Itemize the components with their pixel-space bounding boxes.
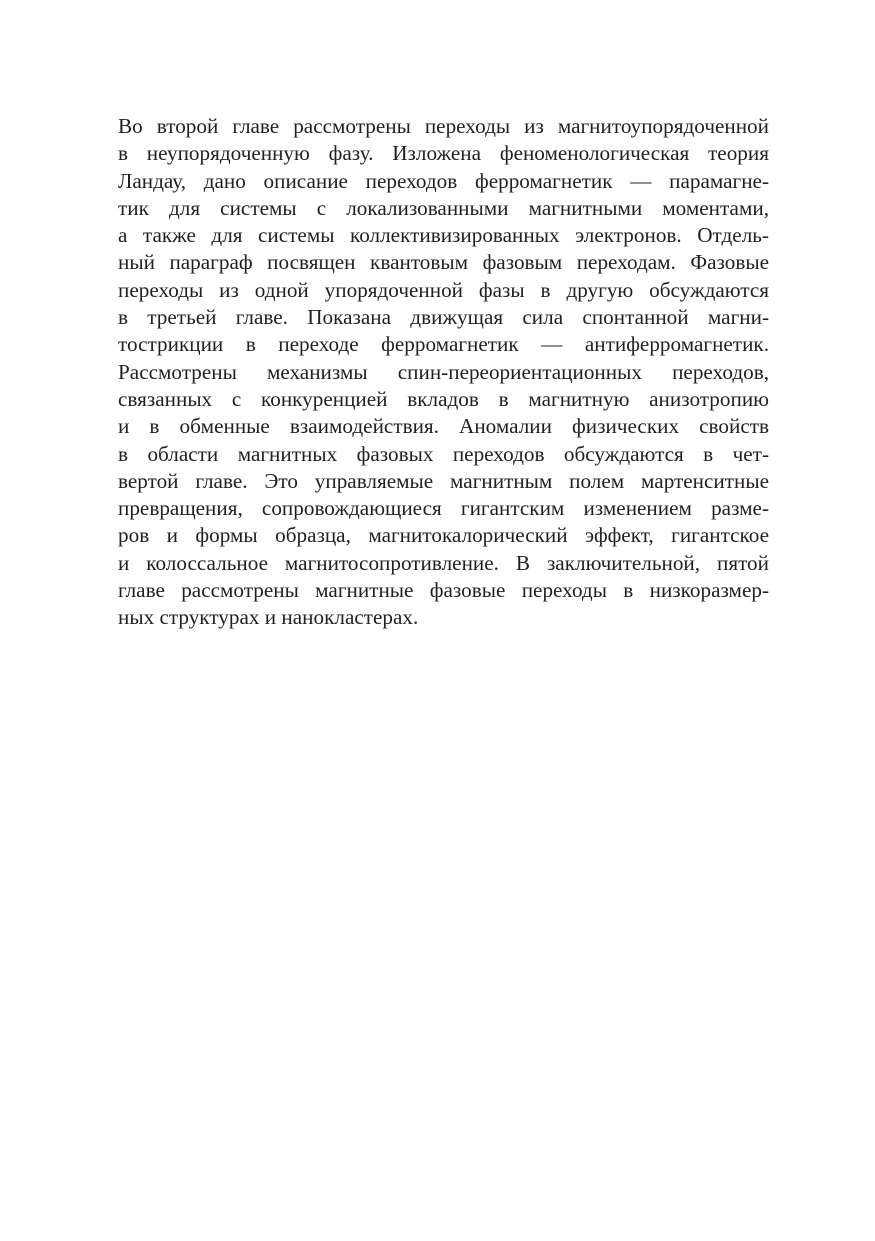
text-line: тострикции в переходе ферромагнетик — антиферромагнетик.	[118, 332, 769, 357]
text-line: Во второй главе рассмотрены переходы из магнитоупорядоченной	[118, 114, 769, 138]
text-line: связанных с конкуренцией вкладов в магнитную анизотропию	[118, 386, 769, 411]
text-line: и колоссальное магнитосопротивление. В заключительной, пятой	[118, 550, 769, 575]
text-line: ных структурах и нанокластерах.	[118, 605, 419, 630]
text-line: ров и формы образца, магнитокалорический эффект, гигантское	[118, 523, 769, 548]
text-line: переходы из одной упорядоченной фазы в другую обсуждаются	[118, 277, 769, 302]
text-line: в третьей главе. Показана движущая сила спонтанной магни-	[118, 305, 769, 330]
text-line: а также для системы коллективизированных электронов. Отдель-	[118, 223, 769, 248]
text-line: главе рассмотрены магнитные фазовые переходы в низкоразмер-	[118, 578, 769, 603]
text-line: в неупорядоченную фазу. Изложена феноменологическая теория	[118, 141, 769, 166]
text-line: превращения, сопровождающиеся гигантским изменением разме-	[118, 496, 769, 521]
text-line: Ландау, дано описание переходов ферромагнетик — парамагне-	[118, 168, 769, 193]
text-line: и в обменные взаимодействия. Аномалии физических свойств	[118, 414, 769, 439]
text-line: в области магнитных фазовых переходов обсуждаются в чет-	[118, 441, 769, 466]
text-line: вертой главе. Это управляемые магнитным полем мартенситные	[118, 468, 769, 493]
text-line: тик для системы с локализованными магнитными моментами,	[118, 195, 769, 220]
body-paragraph	[118, 113, 769, 632]
text-line: Рассмотрены механизмы спин-переориентационных переходов,	[118, 359, 769, 384]
text-line: ный параграф посвящен квантовым фазовым переходам. Фазовые	[118, 250, 769, 275]
